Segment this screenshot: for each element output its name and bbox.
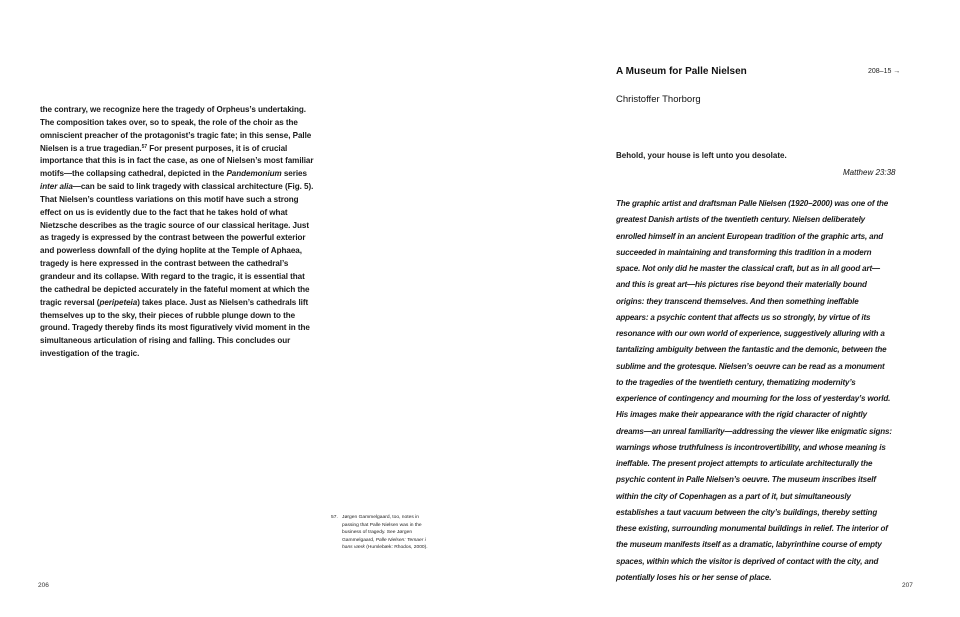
italic-term: inter alia (40, 182, 73, 192)
page-number-left: 206 (38, 582, 49, 589)
author-name: Christoffer Thorborg (616, 94, 701, 105)
left-paragraph: the contrary, we recognize here the tragedy of Orpheus’s undertaking. The composition takes over, so to speak, the role of the choir as the omniscient preacher of the protagonist’s tragic fate; in this sense, Palle Nielsen is a true tragedian.$^{57}$ For present purposes, it is of crucial importance that this is in fact the case, as one of Nielsen’s most familiar motifs—the collapsing cathedral, depicted in the Pandemonium series inter alia—can be said to link tragedy with classical architecture (Fig. 5). That Nielsen’s countless variations on this motif have such a strong effect on us is evidently due to the fact that he takes hold of what Nietzsche describes as the tragic source of our classical heritage. Just as tragedy is expressed by the contrast between the powerful exterior and powerless downfall of the dying hoplite at the Temple of Aphaea, tragedy is here expressed in the contrast between the cathedral’s grandeur and its collapse. With regard to the tragic, it is essential that the cathedral be depicted accurately in the fateful moment at which the tragic reversal (peripeteia) takes place. Just as Nielsen’s cathedrals lift themselves up to the sky, their pieces of rubble plunge down to the ground. Tragedy thereby finds its most figuratively vivid moment in the simultaneous articulation of rising and falling. This concludes our investigation of the tragic. (40, 105, 314, 359)
italic-term: peripeteia (99, 297, 138, 307)
italic-term: Pandemonium (226, 169, 282, 179)
epigraph-source: Matthew 23:38 (843, 168, 896, 177)
right-body-text (616, 196, 892, 586)
footnote (331, 514, 431, 552)
page-number-right: 207 (902, 582, 913, 589)
chapter-title: A Museum for Palle Nielsen (616, 66, 747, 77)
epigraph: Behold, your house is left unto you desolate. (616, 151, 787, 160)
page-range-link[interactable]: 208–15 → (868, 68, 901, 75)
footnote-number: 57. (331, 515, 338, 520)
right-paragraph: The graphic artist and draftsman Palle Nielsen (1920–2000) was one of the greatest Danish artists of the twentieth century. Nielsen deliberately enrolled himself in an ancient European tradition of the graphic arts, and succeeded in maintaining and transforming this tradition in a modern space. Not only did he master the classical craft, but as in all good art—and this is great art—his pictures rise beyond their materially bound origins: they transcend themselves. And then something ineffable appears: a psychic content that affects us so strongly, by virtue of its resonance with our own world of experience, suggestively alluring with a tantalizing ambiguity between the fantastic and the demonic, between the sublime and the grotesque. Nielsen’s oeuvre can be read as a monument to the tragedies of the twentieth century, thematizing modernity’s experience of contingency and mourning for the loss of yesterday’s world. His images make their appearance with the rigid character of nightly dreams—an unreal familiarity—addressing the viewer like enigmatic signs: warnings whose truthfulness is incontrovertibility, and whose meaning is ineffable. The present project attempts to articulate architecturally the psychic content in Palle Nielsen’s oeuvre. The museum inscribes itself within the city of Copenhagen as a part of it, but simultaneously establishes a taut vacuum between the city’s buildings, thereby setting these existing, surrounding monumental buildings in relief. The interior of the museum manifests itself as a dramatic, labyrinthine course of empty spaces, within which the visitor is deprived of contact with the city, and potentially loses his or her sense of place. (616, 199, 892, 582)
right-page (480, 0, 960, 617)
footnote-reference[interactable]: 57 (141, 143, 148, 150)
left-body-text (40, 104, 316, 361)
footnote-text: Jørgen Gammelgaard, too, notes in passing that Palle Nielsen was in the business of tragedy. See Jørgen Gammelgaard, Palle Nielsen: Temaer i hans værk (Humlebæk: Rhodos, 2000). (342, 515, 428, 551)
